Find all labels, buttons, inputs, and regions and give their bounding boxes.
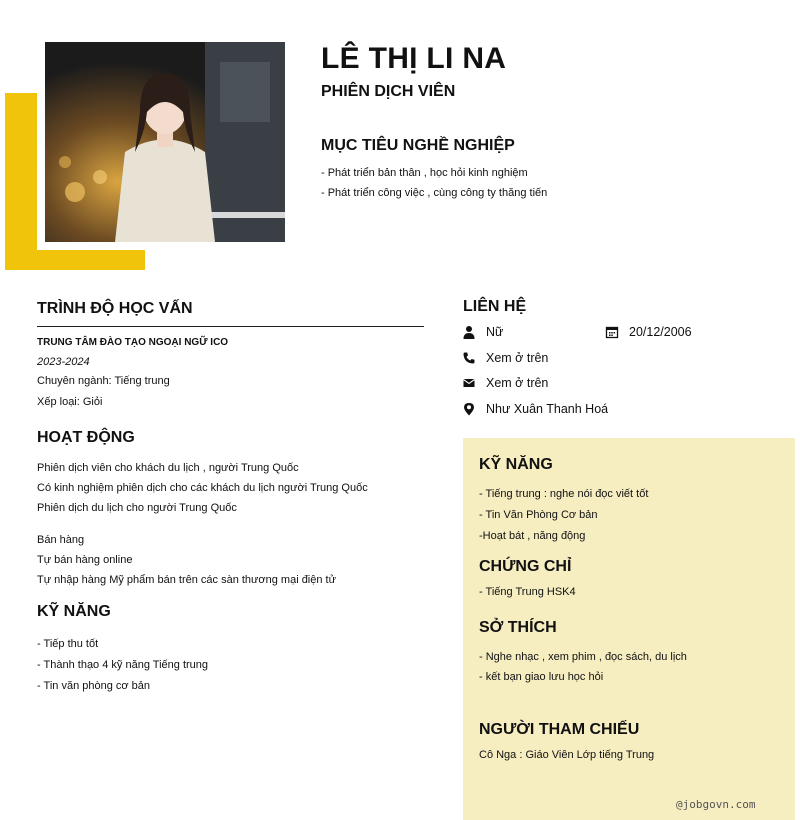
email-value: Xem ở trên (486, 376, 549, 390)
hobby-item: - kết bạn giao lưu học hỏi (479, 671, 604, 683)
contact-heading: LIÊN HỆ (463, 298, 527, 315)
candidate-name: LÊ THỊ LI NA (321, 42, 507, 75)
skills-panel-heading: KỸ NĂNG (479, 456, 553, 473)
education-heading: TRÌNH ĐỘ HỌC VẤN (37, 300, 193, 317)
contact-phone (462, 351, 548, 365)
watermark: @jobgovn.com (676, 798, 756, 811)
job-title: PHIÊN DỊCH VIÊN (321, 83, 456, 100)
skill-item: - Tiếp thu tốt (37, 638, 99, 650)
reference-item: Cô Nga : Giáo Viên Lớp tiếng Trung (479, 749, 655, 761)
skills-heading: KỸ NĂNG (37, 603, 111, 620)
person-icon (462, 325, 476, 339)
references-heading: NGƯỜI THAM CHIẾU (479, 721, 640, 738)
contact-dob (605, 325, 692, 339)
certificates-heading: CHỨNG CHỈ (479, 558, 572, 575)
dob-value: 20/12/2006 (629, 325, 692, 339)
contact-email (462, 376, 548, 390)
activity-item: Phiên dịch du lịch cho người Trung Quốc (37, 502, 237, 514)
address-value: Như Xuân Thanh Hoá (486, 402, 609, 416)
objective-heading: MỤC TIÊU NGHỀ NGHIỆP (321, 137, 515, 154)
skill-item: - Tin văn phòng cơ bản (37, 680, 151, 692)
calendar-icon (605, 325, 619, 339)
education-divider (37, 326, 424, 327)
skills-list (37, 634, 208, 697)
certificates-list (479, 586, 576, 598)
activity-item: Có kinh nghiệm phiên dịch cho các khách du lịch người Trung Quốc (37, 482, 368, 494)
phone-icon (462, 351, 476, 365)
education-grade: Xếp loại: Giỏi (37, 396, 103, 408)
skill-item: - Tin Văn Phòng Cơ bản (479, 509, 598, 521)
activities-group-translation (37, 458, 368, 518)
activities-heading: HOẠT ĐỘNG (37, 429, 135, 446)
activity-item: Bán hàng (37, 534, 85, 546)
certificate-item: - Tiếng Trung HSK4 (479, 586, 576, 598)
profile-photo (45, 42, 285, 242)
location-pin-icon (462, 402, 476, 416)
contact-address (462, 402, 608, 416)
skill-item: -Hoạt bát , năng động (479, 530, 586, 542)
hobbies-list (479, 647, 687, 687)
education-school: TRUNG TÂM ĐÀO TẠO NGOẠI NGỮ ICO (37, 337, 229, 348)
objective-item: - Phát triển bản thân , học hỏi kinh nghiệm (321, 167, 528, 179)
gender-value: Nữ (486, 325, 504, 339)
skill-item: - Thành thạo 4 kỹ năng Tiếng trung (37, 659, 209, 671)
hobby-item: - Nghe nhạc , xem phim , đọc sách, du lịch (479, 651, 687, 663)
mail-icon (462, 376, 476, 390)
activity-item: Phiên dịch viên cho khách du lịch , người Trung Quốc (37, 462, 299, 474)
phone-value: Xem ở trên (486, 351, 549, 365)
activities-group-sales (37, 530, 336, 590)
skills-panel-list (479, 484, 648, 547)
objective-item: - Phát triển công việc , cùng công ty thăng tiến (321, 187, 548, 199)
education-period: 2023-2024 (37, 356, 90, 368)
activity-item: Tự nhập hàng Mỹ phẩm bán trên các sàn thương mại điện tử (37, 574, 336, 586)
education-major: Chuyên ngành: Tiếng trung (37, 375, 170, 387)
contact-gender (462, 325, 503, 339)
objective-list (321, 163, 547, 203)
skill-item: - Tiếng trung : nghe nói đọc viết tốt (479, 488, 649, 500)
activity-item: Tự bán hàng online (37, 554, 133, 566)
hobbies-heading: SỞ THÍCH (479, 619, 557, 636)
